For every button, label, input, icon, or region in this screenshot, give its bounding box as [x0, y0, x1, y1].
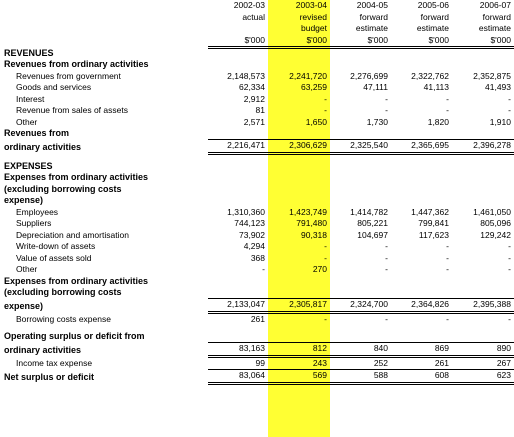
row-interest-value: - [446, 93, 449, 104]
row-borrowing-costs-row [0, 312, 514, 325]
row-borrowing-costs-label: Borrowing costs expense [16, 313, 111, 324]
row-revenues-government-value: 2,352,875 [473, 70, 511, 81]
empty-cell [330, 48, 391, 60]
header-line2: estimate [416, 23, 449, 33]
row-interest-label: Interest [16, 93, 45, 104]
empty-cell [268, 287, 330, 299]
operating-surplus-value: 869 [391, 343, 452, 357]
row-suppliers-row [0, 218, 514, 230]
spacer-cell [452, 153, 514, 161]
total-expenses-row [0, 299, 514, 313]
row-value-assets-sold-value: - [508, 252, 511, 263]
empty-cell [208, 161, 268, 173]
empty-cell [391, 184, 452, 196]
header-line1: forward [482, 11, 511, 22]
section-expenses: EXPENSES [4, 160, 53, 171]
empty-cell [452, 195, 514, 207]
row-borrowing-costs-value: - [446, 313, 449, 324]
row-revenue-other-value: 2,571 [243, 116, 265, 127]
empty-cell [391, 48, 452, 60]
spacer-cell [268, 153, 330, 161]
row-suppliers-label: Suppliers [16, 218, 52, 228]
row-revenues-government-value: 2,241,720 [289, 70, 327, 81]
header-year-row [0, 0, 514, 12]
empty-cell [268, 59, 330, 71]
net-surplus-value: 588 [330, 370, 391, 384]
operating-surplus-value: 840 [330, 343, 391, 357]
row-goods-services-label: Goods and services [16, 82, 92, 92]
total-revenues-value: 2,306,629 [268, 140, 330, 154]
empty-cell [391, 59, 452, 71]
header-line1-row [0, 12, 514, 24]
row-write-down-value: - [446, 241, 449, 251]
empty-cell [330, 59, 391, 71]
row-employees-value: 1,414,782 [350, 206, 388, 217]
empty-cell [452, 128, 514, 140]
operating-surplus-value: 812 [268, 343, 330, 357]
total-expenses-label-2-row [0, 287, 514, 299]
empty-cell [330, 172, 391, 184]
row-value-assets-sold-value: - [385, 252, 388, 263]
header-line2: estimate [355, 23, 388, 33]
row-revenue-other-value: 1,910 [489, 116, 511, 127]
empty-cell [208, 195, 268, 207]
total-revenues-value: 2,396,278 [452, 140, 514, 154]
total-expenses-label: expense) [4, 300, 44, 311]
total-revenues-label: Revenues from [4, 128, 70, 138]
row-revenue-other-row [0, 117, 514, 129]
empty-cell [268, 128, 330, 140]
total-expenses-value: 2,133,047 [208, 299, 268, 313]
row-income-tax-label: Income tax expense [16, 358, 93, 368]
net-surplus-value: 83,064 [208, 370, 268, 384]
empty-cell [268, 161, 330, 173]
total-revenues-value: 2,216,471 [208, 140, 268, 154]
empty-cell [330, 195, 391, 207]
section-expenses-ordinary-2: (excluding borrowing costs [4, 183, 122, 194]
row-employees-value: 1,461,050 [473, 206, 511, 217]
section-expenses-ordinary-3: expense) [4, 195, 44, 205]
row-suppliers-value: 805,221 [357, 218, 388, 228]
row-borrowing-costs-value: - [508, 313, 511, 324]
row-value-assets-sold-label: Value of assets sold [16, 252, 92, 263]
header-blank [0, 12, 208, 24]
total-expenses-label-row [0, 276, 514, 288]
empty-cell [452, 161, 514, 173]
row-suppliers-value: 805,096 [480, 218, 511, 228]
header-year: 2004-05 [356, 0, 388, 10]
header-unit: $'000 [330, 35, 391, 48]
header-unit: $'000 [391, 35, 452, 48]
header-year: 2006-07 [479, 0, 511, 10]
total-expenses-value: 2,305,817 [268, 299, 330, 313]
row-expenses-other-row [0, 264, 514, 276]
operating-surplus-row [0, 343, 514, 357]
empty-cell [330, 161, 391, 173]
net-surplus-value: 623 [452, 370, 514, 384]
total-revenues-row [0, 140, 514, 154]
empty-cell [452, 59, 514, 71]
row-suppliers-value: 799,841 [418, 218, 449, 228]
empty-cell [208, 172, 268, 184]
row-income-tax-value: 261 [434, 357, 449, 368]
row-depreciation-value: 117,623 [418, 229, 449, 240]
row-revenue-sales-assets-value: - [508, 105, 511, 115]
row-employees-value: 1,310,360 [227, 206, 265, 217]
header-unit: $'000 [452, 35, 514, 48]
row-value-assets-sold-value: 368 [250, 252, 265, 263]
row-write-down-label: Write-down of assets [16, 241, 96, 251]
row-revenue-sales-assets-value: 81 [255, 105, 265, 115]
row-income-tax-value: 99 [255, 357, 265, 368]
row-depreciation-value: 129,242 [480, 229, 511, 240]
spacer-cell [391, 153, 452, 161]
header-year: 2003-04 [295, 0, 327, 10]
row-depreciation-value: 73,902 [239, 229, 265, 240]
row-interest-value: - [324, 93, 327, 104]
row-income-tax-value: 267 [496, 357, 511, 368]
total-expenses-value: 2,395,388 [452, 299, 514, 313]
row-employees-value: 1,423,749 [289, 206, 327, 217]
empty-cell [330, 128, 391, 140]
row-revenue-other-label: Other [16, 116, 38, 127]
row-interest-row [0, 94, 514, 106]
row-suppliers-value: 744,123 [234, 218, 265, 228]
empty-cell [268, 331, 330, 343]
net-surplus-label: Net surplus or deficit [4, 371, 95, 382]
row-goods-services-value: 63,259 [301, 82, 327, 92]
header-line2 [208, 23, 268, 35]
header-line1: forward [420, 11, 449, 22]
row-write-down-row [0, 241, 514, 253]
row-goods-services-row [0, 82, 514, 94]
row-income-tax-value: 252 [373, 357, 388, 368]
operating-label: Operating surplus or deficit from [4, 331, 145, 341]
row-depreciation-label: Depreciation and amortisation [16, 229, 129, 240]
empty-cell [391, 276, 452, 288]
empty-cell [208, 184, 268, 196]
empty-cell [330, 287, 391, 299]
row-revenues-government-label: Revenues from government [16, 70, 121, 81]
row-employees-value: 1,447,362 [411, 206, 449, 217]
total-expenses-label: Expenses from ordinary activities [4, 275, 149, 286]
empty-cell [452, 48, 514, 60]
row-revenue-other-value: 1,730 [366, 116, 388, 127]
empty-cell [208, 128, 268, 140]
row-depreciation-row [0, 230, 514, 242]
row-goods-services-value: 41,493 [485, 82, 511, 92]
empty-cell [208, 287, 268, 299]
empty-cell [391, 195, 452, 207]
empty-cell [452, 287, 514, 299]
net-surplus-value: 608 [391, 370, 452, 384]
row-employees-row [0, 207, 514, 219]
operating-surplus-label: ordinary activities [4, 344, 82, 355]
section-revenues-ordinary: Revenues from ordinary activities [4, 59, 149, 69]
empty-cell [330, 184, 391, 196]
empty-cell [452, 276, 514, 288]
section-expenses-row [0, 161, 514, 173]
empty-cell [208, 331, 268, 343]
empty-cell [391, 161, 452, 173]
row-write-down-value: - [324, 241, 327, 251]
row-revenue-sales-assets-row [0, 105, 514, 117]
operating-surplus-value: 83,163 [208, 343, 268, 357]
section-revenues: REVENUES [4, 47, 54, 58]
header-line2-row [0, 23, 514, 35]
row-revenues-government-value: 2,276,699 [350, 70, 388, 81]
row-expenses-other-value: 270 [312, 264, 327, 274]
net-surplus-row [0, 370, 514, 384]
total-revenues-label-row [0, 128, 514, 140]
row-expenses-other-value: - [508, 264, 511, 274]
header-line2: estimate [478, 23, 511, 33]
row-revenues-government-row [0, 71, 514, 83]
total-revenues-value: 2,325,540 [330, 140, 391, 154]
row-revenue-sales-assets-value: - [324, 105, 327, 115]
row-revenue-sales-assets-value: - [385, 105, 388, 115]
row-value-assets-sold-value: - [324, 252, 327, 263]
row-goods-services-value: 62,334 [239, 82, 265, 92]
spacer-cell [0, 153, 208, 161]
empty-cell [268, 276, 330, 288]
section-revenues-row [0, 48, 514, 60]
spacer-cell [330, 153, 391, 161]
row-interest-value: - [385, 93, 388, 104]
header-line1: forward [359, 11, 388, 22]
empty-cell [268, 195, 330, 207]
empty-cell [208, 59, 268, 71]
empty-cell [268, 184, 330, 196]
spacer-row [0, 153, 514, 161]
operating-label-row [0, 331, 514, 343]
empty-cell [391, 287, 452, 299]
section-revenues-ordinary-row [0, 59, 514, 71]
empty-cell [268, 172, 330, 184]
empty-cell [330, 276, 391, 288]
row-revenue-sales-assets-label: Revenue from sales of assets [16, 105, 128, 115]
total-revenues-value: 2,365,695 [391, 140, 452, 154]
row-value-assets-sold-row [0, 253, 514, 265]
section-expenses-ordinary-row [0, 172, 514, 184]
row-interest-value: 2,912 [243, 93, 265, 104]
empty-cell [452, 184, 514, 196]
header-unit-row [0, 35, 514, 48]
row-revenues-government-value: 2,148,573 [227, 70, 265, 81]
row-expenses-other-label: Other [16, 264, 38, 274]
empty-cell [208, 48, 268, 60]
row-goods-services-value: 47,111 [363, 82, 388, 92]
row-borrowing-costs-value: 261 [250, 313, 265, 324]
row-expenses-other-value: - [446, 264, 449, 274]
row-employees-label: Employees [16, 206, 59, 217]
row-income-tax-value: 243 [312, 357, 327, 368]
empty-cell [452, 331, 514, 343]
header-line1: actual [242, 11, 265, 22]
row-revenue-sales-assets-value: - [446, 105, 449, 115]
section-expenses-ordinary: Expenses from ordinary activities [4, 172, 149, 182]
row-expenses-other-value: - [385, 264, 388, 274]
header-year: 2005-06 [417, 0, 449, 10]
empty-cell [391, 172, 452, 184]
header-line1: revised [299, 11, 327, 22]
empty-cell [330, 331, 391, 343]
empty-cell [452, 172, 514, 184]
net-surplus-value: 569 [268, 370, 330, 384]
empty-cell [268, 48, 330, 60]
row-write-down-value: 4,294 [243, 241, 265, 251]
empty-cell [391, 128, 452, 140]
header-line2: budget [301, 23, 327, 33]
total-revenues-label: ordinary activities [4, 141, 82, 152]
section-expenses-ordinary-2-row [0, 184, 514, 196]
row-income-tax-row [0, 356, 514, 370]
row-write-down-value: - [385, 241, 388, 251]
total-expenses-value: 2,324,700 [330, 299, 391, 313]
total-expenses-value: 2,364,826 [391, 299, 452, 313]
header-blank [0, 35, 208, 48]
row-revenue-other-value: 1,650 [305, 116, 327, 127]
header-blank [0, 0, 208, 12]
section-expenses-ordinary-3-row [0, 195, 514, 207]
row-borrowing-costs-value: - [324, 313, 327, 324]
empty-cell [208, 276, 268, 288]
row-interest-value: - [508, 93, 511, 104]
row-suppliers-value: 791,480 [296, 218, 327, 228]
empty-cell [391, 331, 452, 343]
row-depreciation-value: 90,318 [301, 229, 327, 240]
header-unit: $'000 [268, 35, 330, 48]
row-revenues-government-value: 2,322,762 [411, 70, 449, 81]
operating-surplus-value: 890 [452, 343, 514, 357]
header-blank [0, 23, 208, 35]
row-goods-services-value: 41,113 [423, 82, 449, 92]
row-expenses-other-value: - [262, 264, 265, 274]
spacer-cell [208, 153, 268, 161]
row-write-down-value: - [508, 241, 511, 251]
row-borrowing-costs-value: - [385, 313, 388, 324]
row-revenue-other-value: 1,820 [427, 116, 449, 127]
row-depreciation-value: 104,697 [357, 229, 388, 240]
total-expenses-label-2: (excluding borrowing costs [4, 287, 122, 297]
header-year: 2002-03 [233, 0, 265, 10]
row-value-assets-sold-value: - [446, 252, 449, 263]
header-unit: $'000 [208, 35, 268, 48]
